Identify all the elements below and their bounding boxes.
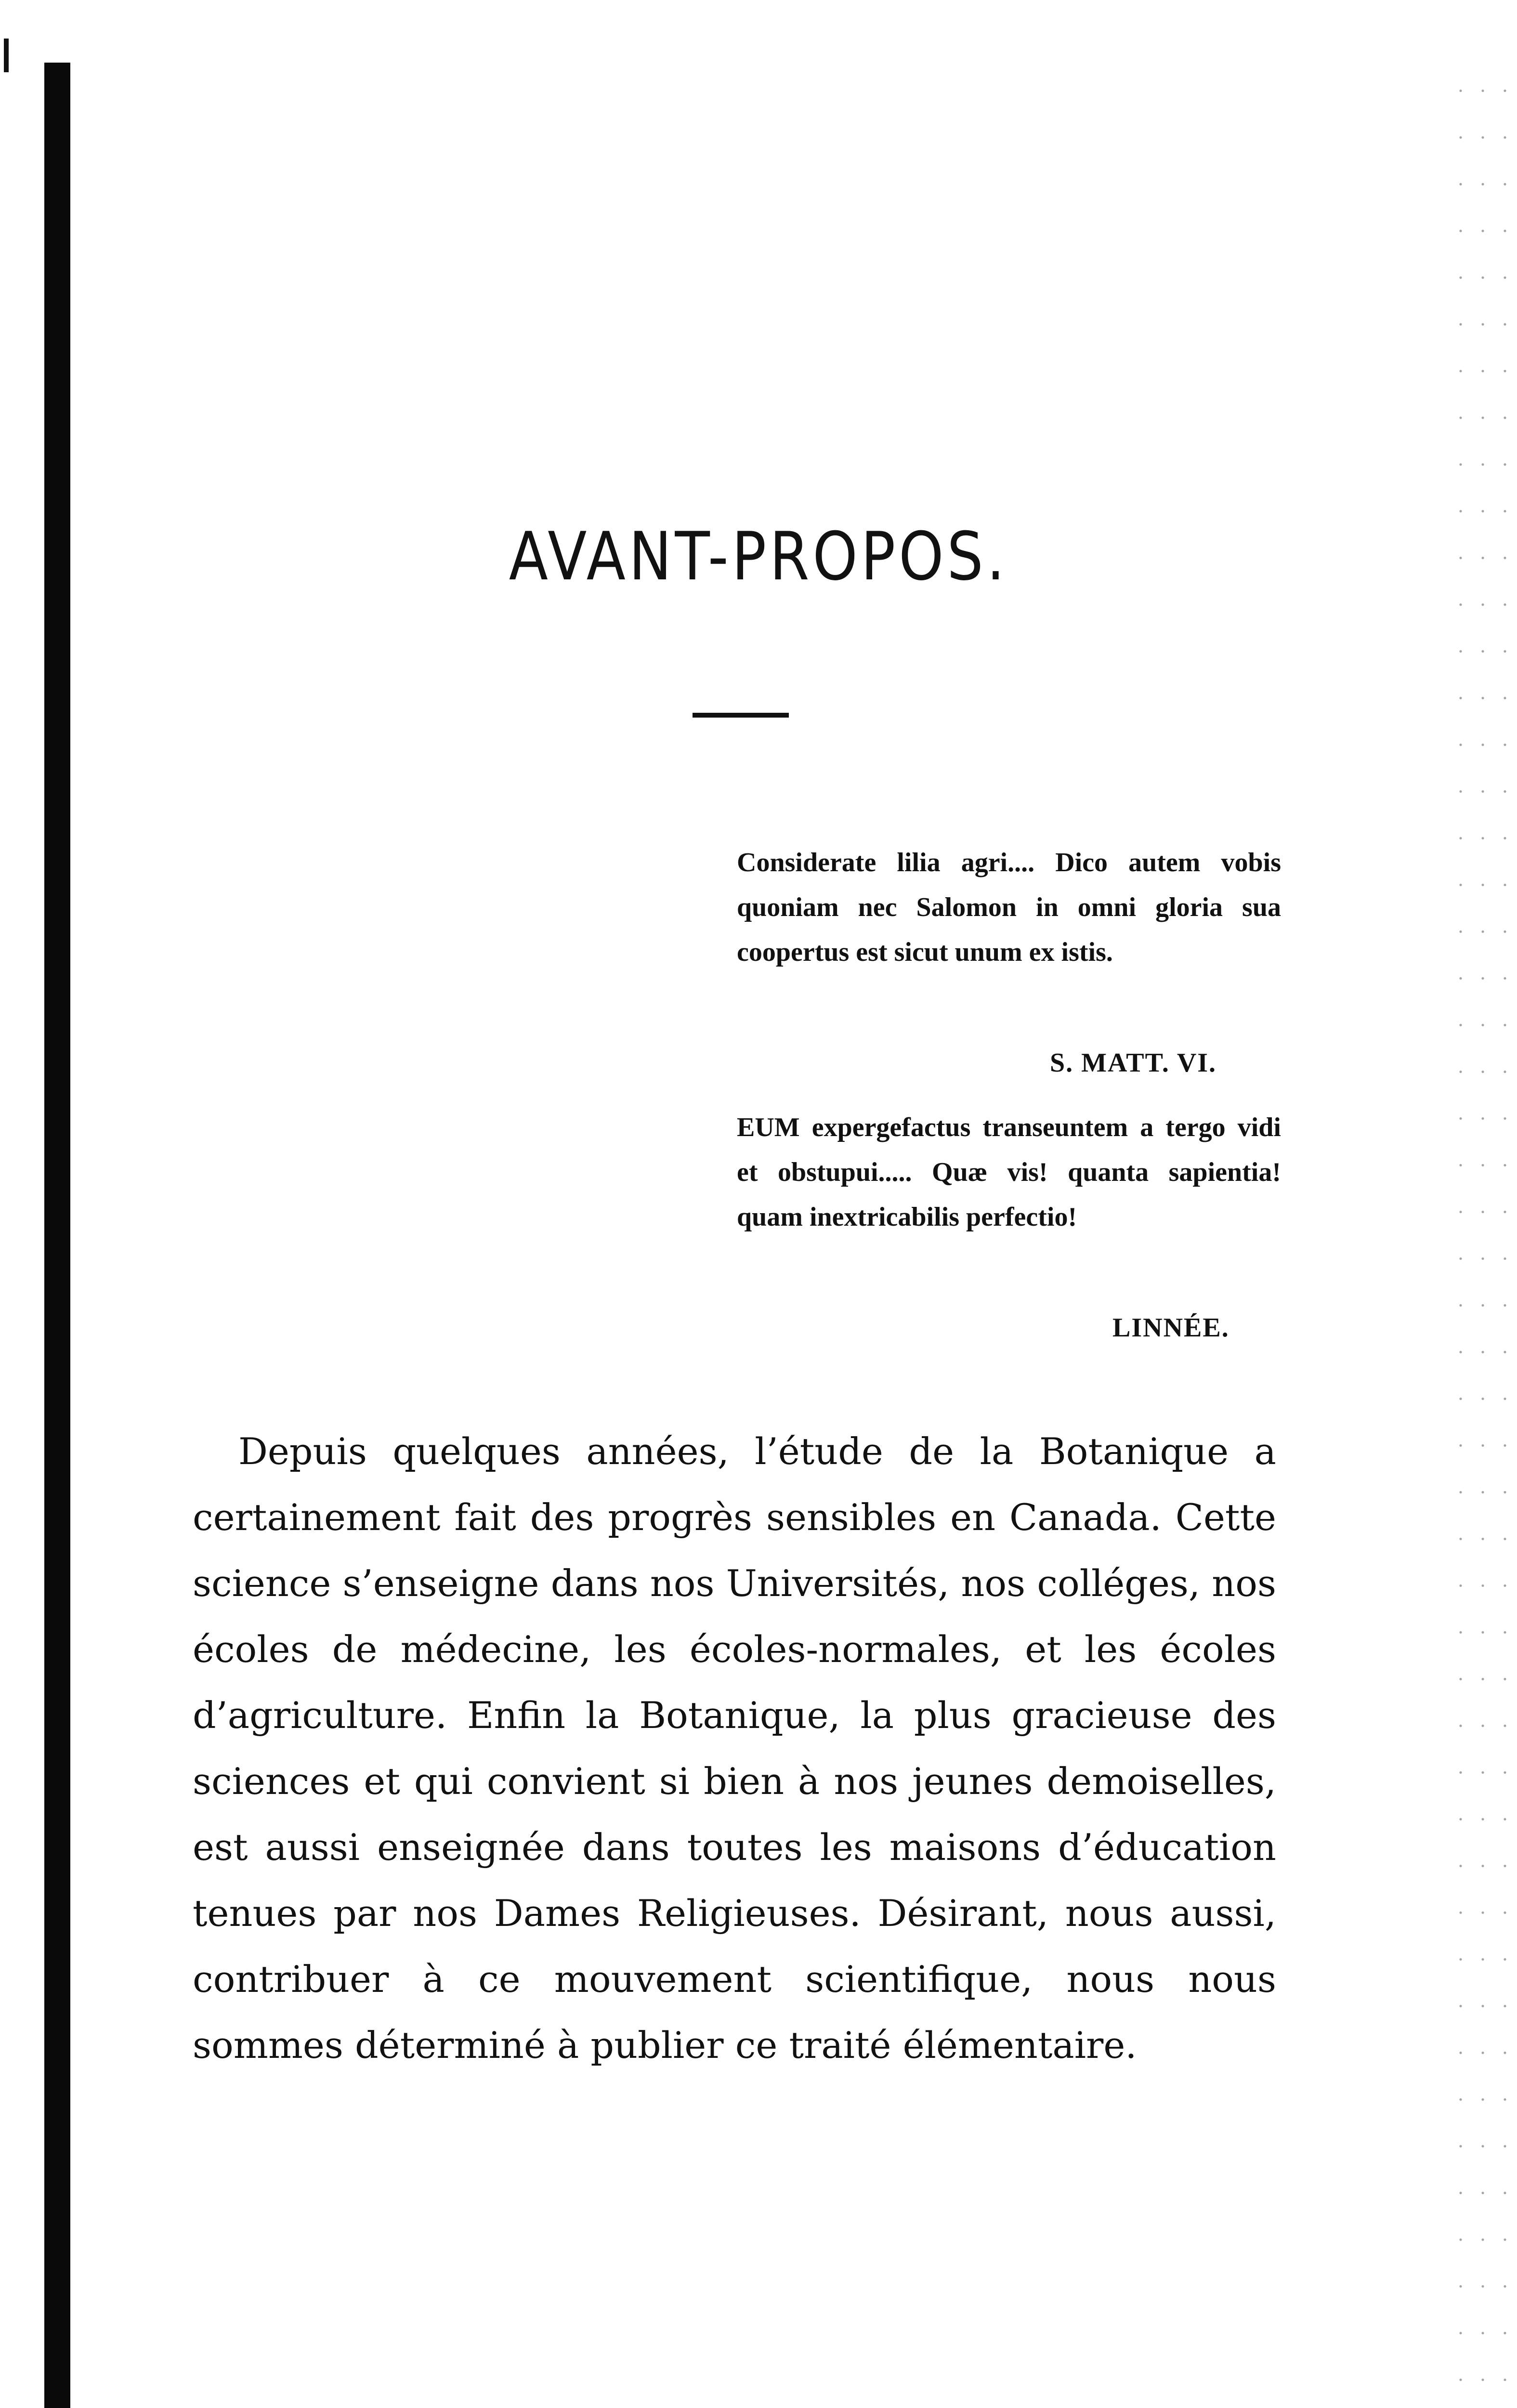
foreword-paragraph: Depuis quelques années, l’étude de la Botanique a certainement fait des progrès sensibles en Canada. Cette science s’enseigne dans nos Universités, nos colléges, nos écoles de médecine, les écoles-normales, et les écoles d’agriculture. Enfin la Botanique, la plus gracieuse des sciences et qui convient si bien à nos jeunes demoiselles, est aussi enseignée dans toutes les maisons d’éducation tenues par nos Dames Religieuses. Désirant, nous aussi, contribuer à ce mouvement scientifique, nous nous sommes déterminé à publier ce traité élémentaire.	[193, 1430, 1276, 2067]
page-heading: AVANT-PROPOS.	[509, 518, 1008, 595]
epigraph-matthew-attribution: S. MATT. VI.	[1050, 1048, 1217, 1078]
epigraph-linnaeus: EUM expergefactus transeuntem a tergo vidi et obstupui..... Quæ vis! quanta sapientia! quam inextricabilis perfectio!	[737, 1112, 1281, 1232]
epigraph-linnaeus-attribution: LINNÉE.	[1112, 1313, 1229, 1343]
scan-corner-mark	[4, 39, 9, 72]
epigraph-matthew: Considerate lilia agri.... Dico autem vobis quoniam nec Salomon in omni gloria sua coopertus est sicut unum ex istis.	[737, 848, 1281, 967]
scan-edge-speckles-right	[1450, 67, 1517, 2408]
heading-rule	[693, 713, 789, 718]
binding-shadow-bar	[44, 63, 70, 2408]
